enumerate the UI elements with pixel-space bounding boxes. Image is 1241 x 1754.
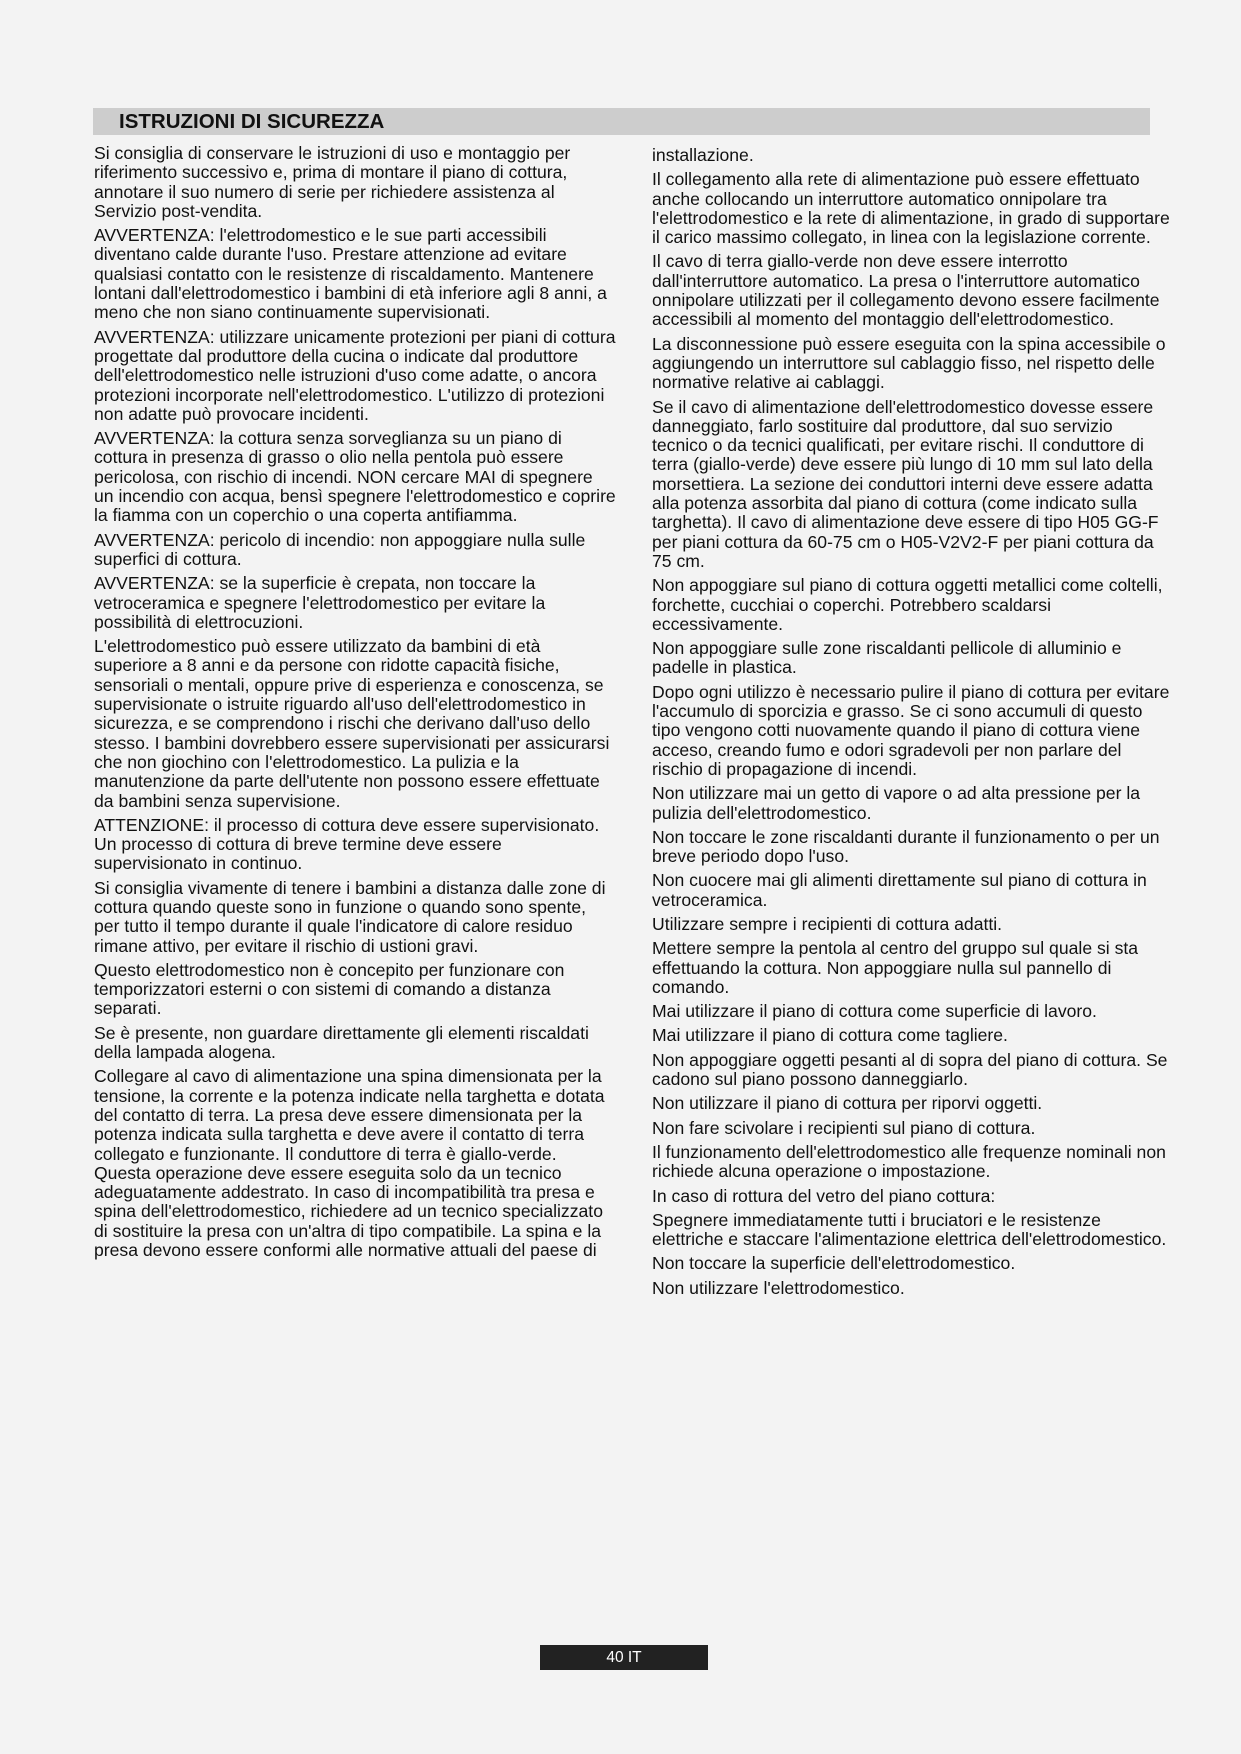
paragraph: AVVERTENZA: l'elettrodomestico e le sue parti accessibili diventano calde durante l'uso. Prestare attenzione ad evitare qualsiasi contatto con le resistenze di riscaldamento. Mantenere lontani dall'elettrodomestico i bambini di età inferiore agli 8 anni, a meno che non siano continuamente supervisionati. xyxy=(94,225,607,323)
paragraph: Mai utilizzare il piano di cottura come tagliere. xyxy=(652,1025,1008,1046)
paragraph: Non utilizzare il piano di cottura per riporvi oggetti. xyxy=(652,1093,1043,1114)
paragraph: AVVERTENZA: pericolo di incendio: non appoggiare nulla sulle superfici di cottura. xyxy=(94,529,586,569)
page-number: 40 IT xyxy=(606,1649,642,1666)
paragraph: Il collegamento alla rete di alimentazione può essere effettuato anche collocando un interruttore automatico onnipolare tra l'elettrodomestico e la rete di alimentazione, in grado di supportare il carico massimo collegato, in linea con la legislazione corrente. xyxy=(652,169,1170,248)
paragraph: Si consiglia vivamente di tenere i bambini a distanza dalle zone di cottura quando queste sono in funzione o quando sono spente, per tutto il tempo durante il quale l'indicatore di calore residuo rimane attivo, per evitare il rischio di ustioni gravi. xyxy=(94,877,606,956)
paragraph: L'elettrodomestico può essere utilizzato da bambini di età superiore a 8 anni e da persone con ridotte capacità fisiche, sensoriali o mentali, oppure prive di esperienza e conoscenza, se supervisionate o istruite riguardo all'uso dell'elettrodomestico in sicurezza, e se comprendono i rischi che derivano dall'uso dello stesso. I bambini dovrebbero essere supervisionati per assicurarsi che non giochino con l'elettrodomestico. La pulizia e la manutenzione da parte dell'utente non possono essere effettuate da bambini senza supervisione. xyxy=(94,636,610,811)
paragraph: Non fare scivolare i recipienti sul piano di cottura. xyxy=(652,1117,1036,1138)
paragraph: AVVERTENZA: la cottura senza sorveglianza su un piano di cottura in presenza di grasso o olio nella pentola può essere pericolosa, con rischio di incendi. NON cercare MAI di spegnere un incendio con acqua, bensì spegnere l'elettrodomestico e coprire la fiamma con un coperchio o una coperta antifiamma. xyxy=(94,428,616,526)
right-column xyxy=(652,146,1172,1303)
paragraph: Il cavo di terra giallo-verde non deve essere interrotto dall'interruttore automatico. La presa o l'interruttore automatico onnipolare utilizzati per il collegamento devono essere facilmente accessibili al momento del montaggio dell'elettrodomestico. xyxy=(652,251,1160,330)
paragraph: Se il cavo di alimentazione dell'elettrodomestico dovesse essere danneggiato, farlo sostituire dal produttore, dal suo servizio tecnico o da tecnici qualificati, per evitare rischi. Il conduttore di terra (giallo-verde) deve essere più lungo di 10 mm sul lato della morsettiera. La sezione dei conduttori interni deve essere adatta alla potenza assorbita dal piano di cottura (come indicato sulla targhetta). Il cavo di alimentazione deve essere di tipo H05 GG-F per piani cottura da 60-75 cm o H05-V2V2-F per piani cottura da 75 cm. xyxy=(652,396,1159,571)
section-title: ISTRUZIONI DI SICUREZZA xyxy=(119,110,385,133)
paragraph: AVVERTENZA: se la superficie è crepata, non toccare la vetroceramica e spegnere l'elettrodomestico per evitare la possibilità di elettrocuzioni. xyxy=(94,573,546,632)
paragraph: Non toccare le zone riscaldanti durante il funzionamento o per un breve periodo dopo l'uso. xyxy=(652,826,1160,867)
paragraph: Spegnere immediatamente tutti i bruciatori e le resistenze elettriche e staccare l'alimentazione elettrica dell'elettrodomestico. xyxy=(652,1209,1167,1250)
paragraph: Non utilizzare l'elettrodomestico. xyxy=(652,1277,905,1298)
paragraph: Il funzionamento dell'elettrodomestico alle frequenze nominali non richiede alcuna operazione o impostazione. xyxy=(652,1141,1166,1182)
paragraph: In caso di rottura del vetro del piano cottura: xyxy=(652,1185,996,1206)
page-number-box xyxy=(540,1645,708,1670)
paragraph: Mai utilizzare il piano di cottura come superficie di lavoro. xyxy=(652,1001,1097,1022)
paragraph: La disconnessione può essere eseguita con la spina accessibile o aggiungendo un interruttore sul cablaggio fisso, nel rispetto delle normative relative ai cablaggi. xyxy=(652,333,1166,393)
paragraph: Collegare al cavo di alimentazione una spina dimensionata per la tensione, la corrente e la potenza indicate nella targhetta e dotata del contatto di terra. La presa deve essere dimensionata per la potenza indicata sulla targhetta e deve avere il contatto di terra collegato e funzionante. Il conduttore di terra è giallo-verde. Questa operazione deve essere eseguita solo da un tecnico adeguatamente addestrato. In caso di incompatibilità tra presa e spina dell'elettrodomestico, richiedere ad un tecnico specializzato di sostituire la presa con un'altra di tipo compatibile. La spina e la presa devono essere conformi alle normative attuali del paese di xyxy=(94,1066,605,1261)
paragraph: Non toccare la superficie dell'elettrodomestico. xyxy=(652,1253,1016,1274)
paragraph: Non appoggiare oggetti pesanti al di sopra del piano di cottura. Se cadono sul piano possono danneggiarlo. xyxy=(652,1049,1168,1090)
paragraph: Si consiglia di conservare le istruzioni di uso e montaggio per riferimento successivo e, prima di montare il piano di cottura, annotare il suo numero di serie per richiedere assistenza al Servizio post-vendita. xyxy=(94,143,571,221)
section-header-bar xyxy=(93,108,1150,135)
left-column xyxy=(94,144,616,1265)
paragraph: Utilizzare sempre i recipienti di cottura adatti. xyxy=(652,913,1003,934)
paragraph: Non appoggiare sul piano di cottura oggetti metallici come coltelli, forchette, cucchiai o coperchi. Potrebbero scaldarsi eccessivamente. xyxy=(652,575,1163,634)
paragraph: Non cuocere mai gli alimenti direttamente sul piano di cottura in vetroceramica. xyxy=(652,870,1147,910)
paragraph: Non appoggiare sulle zone riscaldanti pellicole di alluminio e padelle in plastica. xyxy=(652,638,1122,678)
paragraph: Dopo ogni utilizzo è necessario pulire il piano di cottura per evitare l'accumulo di sporcizia e grasso. Se ci sono accumuli di questo tipo vengono cotti nuovamente quando il piano di cottura viene acceso, creando fumo e odori sgradevoli per non parlare del rischio di propagazione di incendi. xyxy=(652,681,1170,779)
paragraph: Se è presente, non guardare direttamente gli elementi riscaldati della lampada alogena. xyxy=(94,1022,589,1063)
paragraph: Mettere sempre la pentola al centro del gruppo sul quale si sta effettuando la cottura. Non appoggiare nulla sul pannello di comando. xyxy=(652,938,1139,997)
paragraph: Non utilizzare mai un getto di vapore o ad alta pressione per la pulizia dell'elettrodomestico. xyxy=(652,783,1141,823)
paragraph: ATTENZIONE: il processo di cottura deve essere supervisionato. Un processo di cottura di breve termine deve essere supervisionato in continuo. xyxy=(94,814,600,874)
paragraph: Questo elettrodomestico non è concepito per funzionare con temporizzatori esterni o con sistemi di comando a distanza separati. xyxy=(94,959,565,1019)
paragraph: AVVERTENZA: utilizzare unicamente protezioni per piani di cottura progettate dal produttore della cucina o indicate dal produttore dell'elettrodomestico nelle istruzioni d'uso come adatte, o ancora protezioni incorporate nell'elettrodomestico. L'utilizzo di protezioni non adatte può provocare incidenti. xyxy=(94,326,616,424)
paragraph: installazione. xyxy=(652,145,754,165)
